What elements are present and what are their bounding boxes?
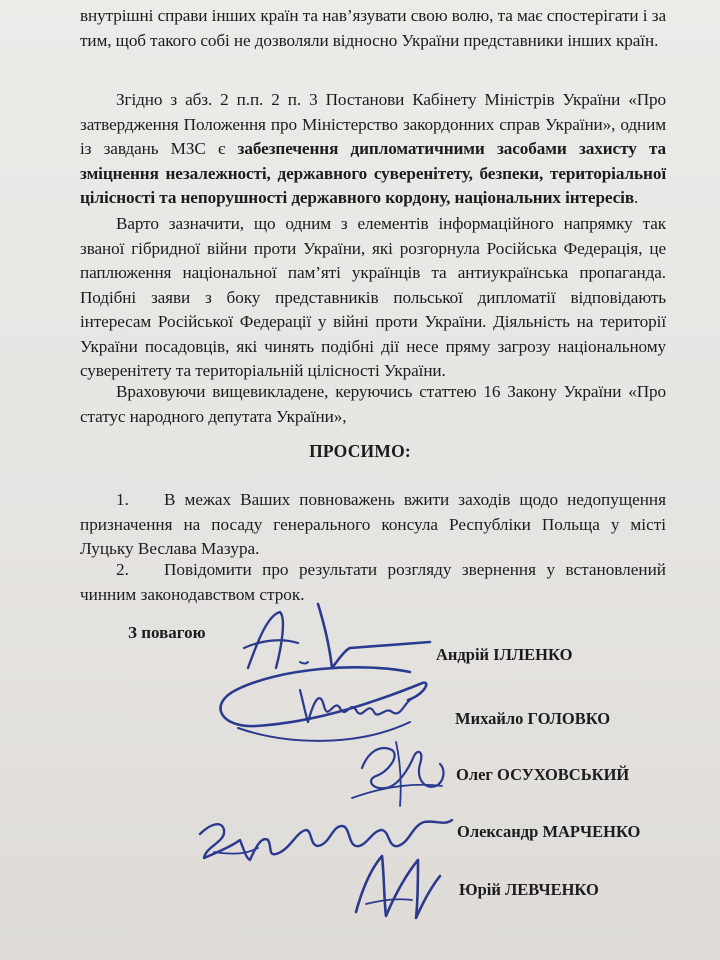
closing-phrase: З повагою xyxy=(128,623,206,642)
request-number: 1. xyxy=(116,490,129,509)
paragraph-regulation-text: Згідно з абз. 2 п.п. 2 п. 3 Постанови Кабінету Міністрів України «Про затвердження Положення про Міністерство закордонних справ України», одним із завдань МЗС є xyxy=(80,90,666,158)
request-heading: ПРОСИМО: xyxy=(309,441,411,461)
paragraph-regulation-bold: забезпечення дипломатичними засобами захисту та зміцнення незалежності, державного суверенітету, безпеки, територіальної цілісності та непорушності державного кордону, національних інтересів xyxy=(80,139,666,207)
signer-name: Юрій ЛЕВЧЕНКО xyxy=(459,880,599,899)
signer-name: Андрій ІЛЛЕНКО xyxy=(436,645,573,664)
paragraph-regulation-end: . xyxy=(634,188,639,207)
request-text: В межах Ваших повноважень вжити заходів щодо недопущення призначення на посаду генерального консула Республіки Польща у місті Луцьку Веслава Мазура. xyxy=(80,490,666,558)
signer-name: Олександр МАРЧЕНКО xyxy=(457,822,641,841)
signature-holovko xyxy=(221,667,427,741)
signer-name: Михайло ГОЛОВКО xyxy=(455,709,611,728)
paragraph-hybrid-war: Варто зазначити, що одним з елементів інформаційного напрямку так званої гібридної війни проти України, які розгорнула Російська Федерація, це паплюження національної пам’яті українців та антиукраїнська пропаганда. Подібні заяви з боку представників польської дипломатії відповідають інтересам Російської Федерації у війні проти України. Діяльність на території України посадовців, які чинять подібні дії несе пряму загрозу національному суверенітету та територіальній цілісності України. xyxy=(80,214,666,380)
signature-marchenko xyxy=(200,820,452,860)
request-text: Повідомити про результати розгляду звернення у встановлений чинним законодавством строк. xyxy=(80,560,666,604)
signature-illenko xyxy=(244,604,430,668)
paragraph-intro: внутрішні справи інших країн та нав’язувати свою волю, та має спостерігати і за тим, щоб такого собі не дозволяли відносно України представники інших країн. xyxy=(80,6,666,50)
paragraph-considering: Враховуючи вищевикладене, керуючись статтею 16 Закону України «Про статус народного депутата України», xyxy=(80,382,666,426)
signature-levchenko xyxy=(356,856,440,918)
request-item-2 xyxy=(80,558,666,607)
request-item-1 xyxy=(80,488,666,562)
paragraph-regulation xyxy=(80,88,666,211)
signature-osukhovskyi xyxy=(352,742,443,806)
request-number: 2. xyxy=(116,560,129,579)
signer-name: Олег ОСУХОВСЬКИЙ xyxy=(456,765,630,784)
